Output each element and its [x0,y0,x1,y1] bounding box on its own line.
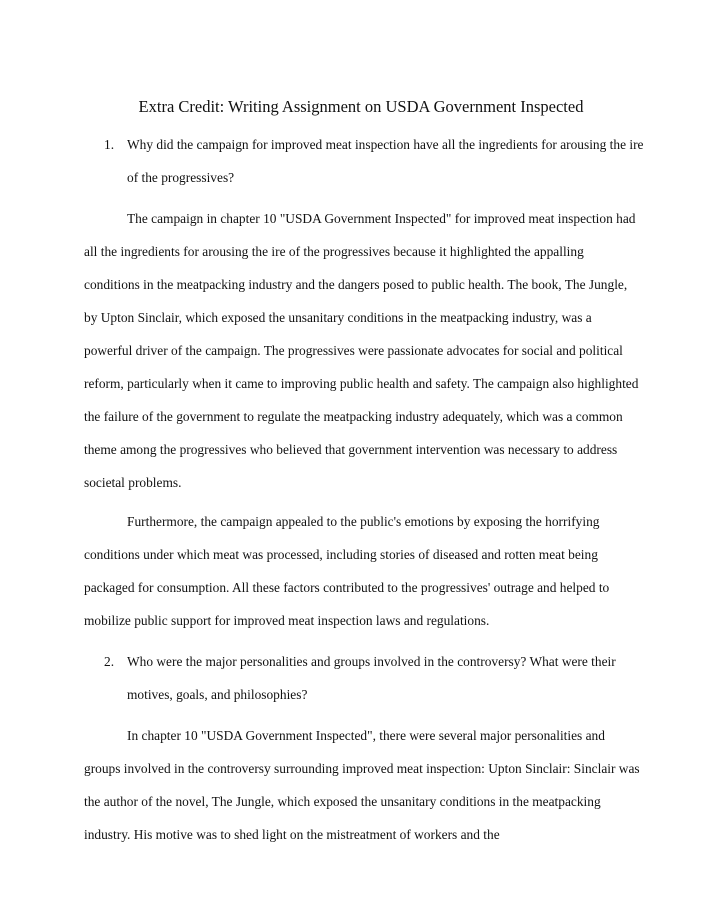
paragraph-3: In chapter 10 "USDA Government Inspected", there were several major personalities and groups involved in the controversy surrounding improved meat inspection: Upton Sinclair: Sinclair was the author of the novel, The Jungle, which exposed the unsanitary conditions in the meatpacking industry. His motive was to shed light on the mistreatment of workers and the [84,728,640,842]
question-text: Who were the major personalities and groups involved in the controversy? What were their motives, goals, and philosophies? [127,654,616,702]
question-1 [84,128,644,194]
question-number: 2. [104,654,115,669]
document-title: Extra Credit: Writing Assignment on USDA Government Inspected [138,97,584,116]
question-number: 1. [104,137,115,152]
question-text: Why did the campaign for improved meat inspection have all the ingredients for arousing the ire of the progressives? [127,137,644,185]
paragraph-2: Furthermore, the campaign appealed to the public's emotions by exposing the horrifying conditions under which meat was processed, including stories of diseased and rotten meat being packaged for consumption. All these factors contributed to the progressives' outrage and helped to mobilize public support for improved meat inspection laws and regulations. [84,514,610,628]
paragraph-1: The campaign in chapter 10 "USDA Government Inspected" for improved meat inspection had all the ingredients for arousing the ire of the progressives because it highlighted the appalling conditions in the meatpacking industry and the dangers posed to public health. The book, The Jungle, by Upton Sinclair, which exposed the unsanitary conditions in the meatpacking industry, was a powerful driver of the campaign. The progressives were passionate advocates for social and political reform, particularly when it came to improving public health and safety. The campaign also highlighted the failure of the government to regulate the meatpacking industry adequately, which was a common theme among the progressives who believed that government intervention was necessary to address societal problems. [84,211,639,490]
question-2 [84,645,644,711]
